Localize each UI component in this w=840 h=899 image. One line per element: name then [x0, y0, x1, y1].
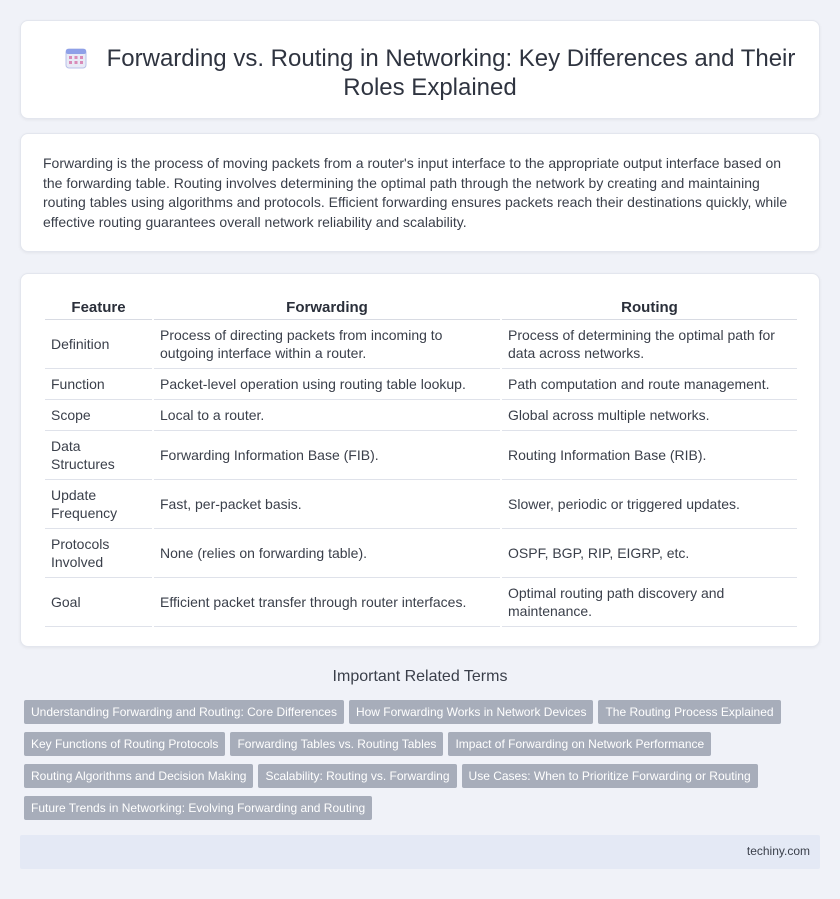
- table-row: [45, 480, 797, 529]
- routing-cell: Routing Information Base (RIB).: [502, 431, 797, 480]
- routing-cell: Path computation and route management.: [502, 369, 797, 400]
- forwarding-cell: Process of directing packets from incoming to outgoing interface within a router.: [154, 320, 500, 369]
- related-term-link[interactable]: The Routing Process Explained: [598, 700, 780, 724]
- routing-cell: Slower, periodic or triggered updates.: [502, 480, 797, 529]
- forwarding-cell: Forwarding Information Base (FIB).: [154, 431, 500, 480]
- header-forwarding: Forwarding: [154, 296, 500, 320]
- related-term-link[interactable]: Forwarding Tables vs. Routing Tables: [230, 732, 443, 756]
- calendar-grid-icon: [65, 47, 87, 69]
- related-term-link[interactable]: Routing Algorithms and Decision Making: [24, 764, 253, 788]
- related-term-link[interactable]: Impact of Forwarding on Network Performance: [448, 732, 711, 756]
- related-terms-list: [24, 700, 816, 828]
- related-term-link[interactable]: How Forwarding Works in Network Devices: [349, 700, 594, 724]
- feature-cell: Goal: [45, 578, 152, 627]
- related-term-link[interactable]: Key Functions of Routing Protocols: [24, 732, 225, 756]
- related-term-link[interactable]: Understanding Forwarding and Routing: Core Differences: [24, 700, 344, 724]
- related-terms-heading: Important Related Terms: [332, 668, 508, 685]
- feature-cell: Definition: [45, 320, 152, 369]
- forwarding-cell: Fast, per-packet basis.: [154, 480, 500, 529]
- table-row: [45, 529, 797, 578]
- forwarding-cell: Packet-level operation using routing table lookup.: [154, 369, 500, 400]
- footer-bar: [20, 835, 820, 869]
- page-title-wrap: [61, 44, 799, 102]
- feature-cell: Function: [45, 369, 152, 400]
- table-row: [45, 431, 797, 480]
- feature-cell: Protocols Involved: [45, 529, 152, 578]
- forwarding-cell: Efficient packet transfer through router interfaces.: [154, 578, 500, 627]
- related-term-link[interactable]: Scalability: Routing vs. Forwarding: [258, 764, 456, 788]
- table-row: [45, 320, 797, 369]
- page-title: Forwarding vs. Routing in Networking: Key Differences and Their Roles Explained: [106, 45, 796, 101]
- forwarding-cell: None (relies on forwarding table).: [154, 529, 500, 578]
- routing-cell: Global across multiple networks.: [502, 400, 797, 431]
- feature-cell: Update Frequency: [45, 480, 152, 529]
- comparison-table: [43, 296, 799, 627]
- table-row: [45, 578, 797, 627]
- table-row: [45, 369, 797, 400]
- intro-paragraph: Forwarding is the process of moving packets from a router's input interface to the appropriate output interface based on the forwarding table. Routing involves determining the optimal path through the network by creating and maintaining routing tables using algorithms and protocols. Efficient forwarding ensures packets reach their destinations quickly, while effective routing guarantees overall network reliability and scalability.: [43, 155, 788, 230]
- routing-cell: Optimal routing path discovery and maintenance.: [502, 578, 797, 627]
- routing-cell: OSPF, BGP, RIP, EIGRP, etc.: [502, 529, 797, 578]
- related-term-link[interactable]: Future Trends in Networking: Evolving Forwarding and Routing: [24, 796, 372, 820]
- routing-cell: Process of determining the optimal path for data across networks.: [502, 320, 797, 369]
- site-name[interactable]: techiny.com: [746, 844, 810, 858]
- feature-cell: Data Structures: [45, 431, 152, 480]
- feature-cell: Scope: [45, 400, 152, 431]
- title-card: [20, 20, 820, 119]
- header-routing: Routing: [502, 296, 797, 320]
- related-term-link[interactable]: Use Cases: When to Prioritize Forwarding or Routing: [462, 764, 758, 788]
- table-header-row: [45, 296, 797, 320]
- header-feature: Feature: [45, 296, 152, 320]
- intro-card: [20, 133, 820, 252]
- comparison-card: [20, 273, 820, 647]
- table-row: [45, 400, 797, 431]
- forwarding-cell: Local to a router.: [154, 400, 500, 431]
